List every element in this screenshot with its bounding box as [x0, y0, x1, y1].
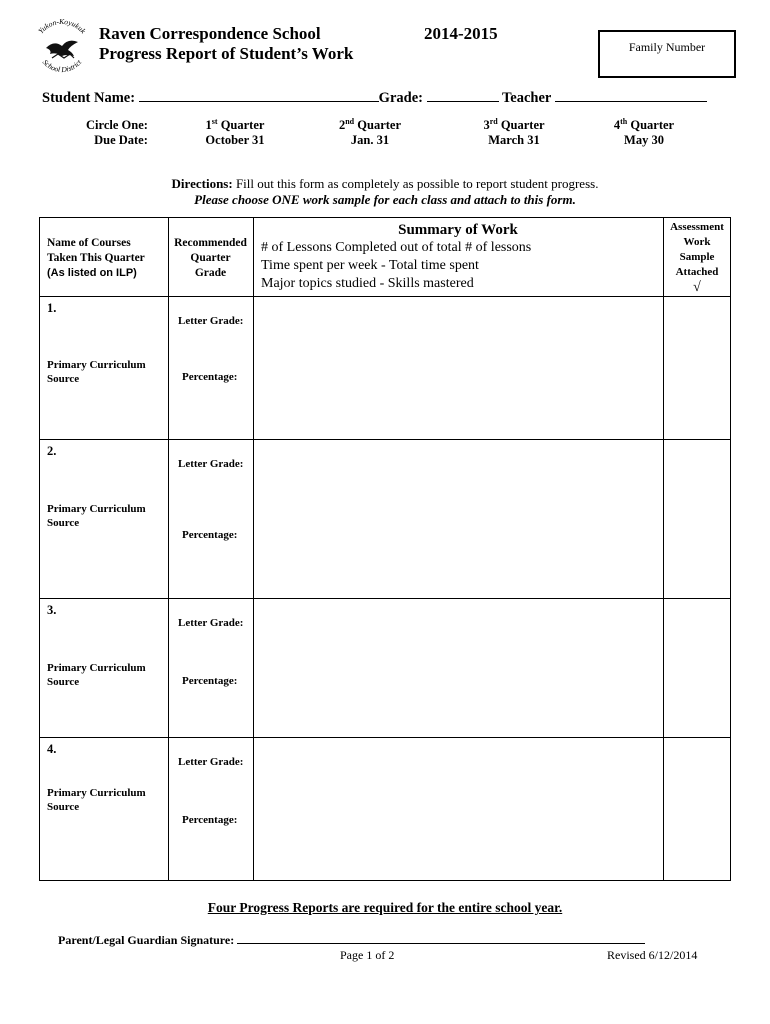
logo-text-bottom: School District: [40, 57, 84, 75]
student-name-field[interactable]: [139, 87, 379, 102]
signature-row: [58, 931, 645, 948]
school-name: Raven Correspondence School: [99, 24, 321, 43]
letter-grade-label: Letter Grade:: [178, 617, 244, 629]
row-number: 3.: [47, 603, 57, 617]
teacher-field[interactable]: [555, 87, 707, 102]
due-date-label: Due Date:: [94, 133, 148, 147]
directions-instruction: Please choose ONE work sample for each class and attach to this form.: [194, 192, 576, 207]
report-title: Progress Report of Student’s Work: [99, 44, 354, 63]
row-divider: [40, 439, 730, 440]
letter-grade-label: Letter Grade:: [178, 756, 244, 768]
directions-label: Directions:: [171, 176, 233, 191]
column-divider: [663, 218, 664, 880]
grade-label: Grade:: [378, 90, 423, 106]
quarter-option-1[interactable]: 1st Quarter October 31: [200, 118, 270, 148]
percentage-label: Percentage:: [182, 529, 238, 541]
logo-text-top: Yukon-Koyukuk: [36, 18, 88, 36]
school-year: 2014-2015: [424, 24, 498, 43]
letter-grade-label: Letter Grade:: [178, 458, 244, 470]
primary-curriculum-source-label: Primary Curriculum Source: [47, 662, 146, 688]
teacher-label: Teacher: [501, 90, 552, 106]
check-mark-icon: √: [693, 280, 701, 295]
revised-date: Revised 6/12/2014: [607, 948, 698, 962]
recommended-grade-header: Recommended Quarter Grade: [174, 237, 247, 279]
directions: [0, 176, 770, 208]
percentage-label: Percentage:: [182, 371, 238, 383]
row-number: 1.: [47, 301, 57, 315]
quarter-due-date: March 31: [488, 133, 540, 147]
row-divider: [40, 737, 730, 738]
column-divider: [253, 218, 254, 880]
primary-curriculum-source-label: Primary Curriculum Source: [47, 787, 146, 813]
summary-header: Summary of Work # of Lessons Completed out of total # of lessons Time spent per week - Total time spent Major topics studied - Skills mastered: [261, 222, 532, 291]
courses-header: Name of Courses Taken This Quarter (As listed on ILP): [47, 237, 145, 279]
quarter-option-2[interactable]: 2nd Quarter Jan. 31: [334, 118, 406, 148]
student-name-row: [42, 87, 707, 107]
footer-note: Four Progress Reports are required for the entire school year.: [207, 900, 563, 915]
percentage-label: Percentage:: [182, 675, 238, 687]
row-divider: [40, 296, 730, 297]
signature-label: Parent/Legal Guardian Signature:: [58, 933, 235, 947]
quarter-option-4[interactable]: 4th Quarter May 30: [608, 118, 680, 148]
row-number: 2.: [47, 444, 57, 458]
quarter-labels: [86, 118, 148, 148]
primary-curriculum-source-label: Primary Curriculum Source: [47, 503, 146, 529]
column-divider: [168, 218, 169, 880]
circle-one-label: Circle One:: [86, 118, 148, 132]
percentage-label: Percentage:: [182, 814, 238, 826]
family-number-label: Family Number: [628, 40, 706, 54]
quarter-due-date: Jan. 31: [350, 133, 390, 147]
assessment-header: Assessment Work Sample Attached √: [663, 220, 731, 295]
quarter-option-3[interactable]: 3rd Quarter March 31: [478, 118, 550, 148]
letter-grade-label: Letter Grade:: [178, 315, 244, 327]
signature-field[interactable]: [237, 931, 645, 944]
school-district-logo: [28, 18, 96, 80]
quarter-due-date: May 30: [624, 133, 664, 147]
primary-curriculum-source-label: Primary Curriculum Source: [47, 359, 146, 385]
student-name-label: Student Name:: [42, 90, 136, 106]
row-divider: [40, 598, 730, 599]
page-number: Page 1 of 2: [340, 948, 395, 962]
svg-text:School District: [41, 57, 84, 74]
grade-field[interactable]: [427, 87, 499, 102]
family-number-field[interactable]: [598, 30, 736, 78]
row-number: 4.: [47, 742, 57, 756]
directions-text: Fill out this form as completely as possible to report student progress.: [235, 176, 599, 191]
svg-text:Yukon-Koyukuk: [36, 18, 88, 36]
progress-table: [39, 217, 731, 881]
quarter-due-date: October 31: [205, 133, 265, 147]
